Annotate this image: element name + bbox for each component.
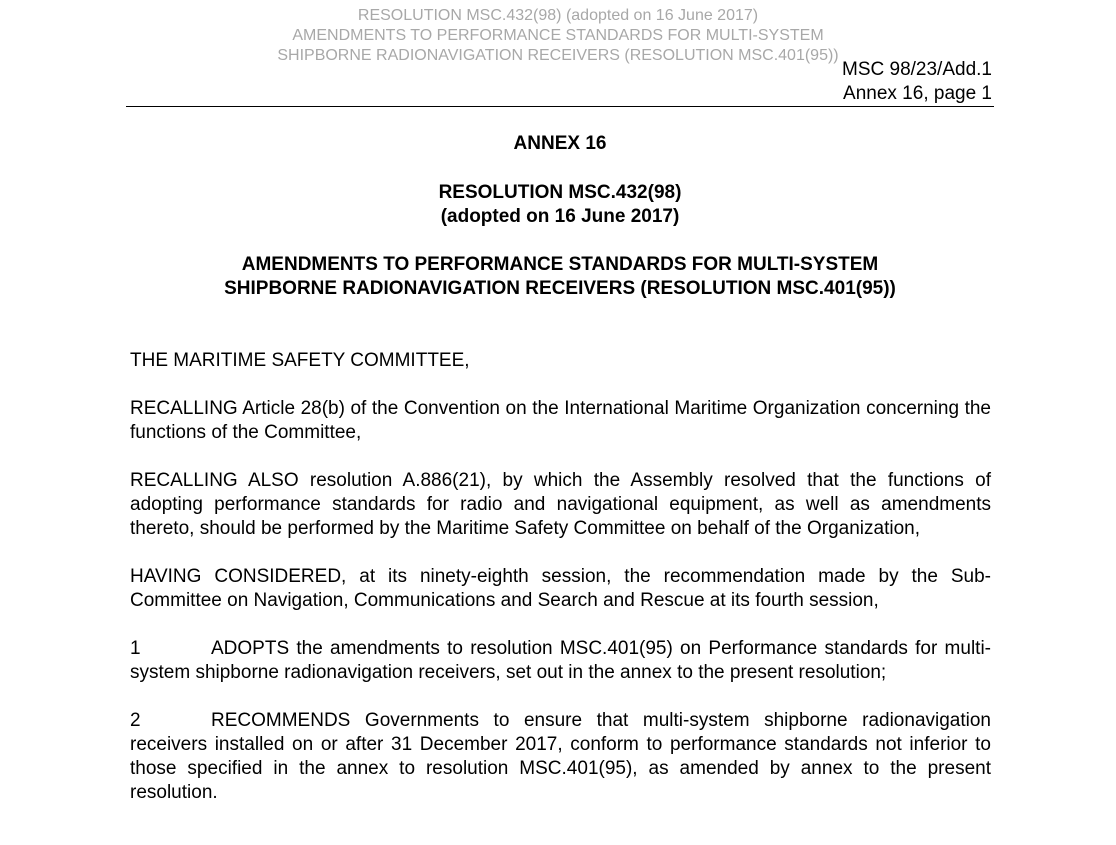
recalling-also-paragraph: RECALLING ALSO resolution A.886(21), by which the Assembly resolved that the functions of adopting performance standards for radio and navigational equipment, as well as amendments thereto, should be performed by the Maritime Safety Committee on behalf of the Organization, — [130, 470, 991, 539]
watermark-line-2: AMENDMENTS TO PERFORMANCE STANDARDS FOR MULTI-SYSTEM — [292, 27, 824, 44]
resolution-number: RESOLUTION MSC.432(98) — [438, 182, 682, 203]
annex-label: ANNEX 16 — [513, 133, 607, 154]
watermark — [0, 6, 1116, 66]
paragraph-text: RECOMMENDS Governments to ensure that multi-system shipborne radionavigation receivers installed on or after 31 December 2017, conform to performance standards not inferior to those specified in the annex to resolution MSC.401(95), as amended by annex to the present resolution. — [130, 710, 991, 803]
committee-line: THE MARITIME SAFETY COMMITTEE, — [130, 350, 470, 371]
recalling-paragraph: RECALLING Article 28(b) of the Convention on the International Maritime Organization concerning the functions of the Committee, — [130, 398, 991, 443]
having-considered-paragraph: HAVING CONSIDERED, at its ninety-eighth session, the recommendation made by the Sub-Committee on Navigation, Communications and Search and Rescue at its fourth session, — [130, 566, 991, 611]
header-divider — [126, 106, 994, 107]
title-line-1: AMENDMENTS TO PERFORMANCE STANDARDS FOR MULTI-SYSTEM — [241, 254, 879, 275]
paragraph-number: 1 — [130, 638, 141, 659]
watermark-line-3: SHIPBORNE RADIONAVIGATION RECEIVERS (RESOLUTION MSC.401(95)) — [277, 47, 839, 64]
title-line-2: SHIPBORNE RADIONAVIGATION RECEIVERS (RESOLUTION MSC.401(95)) — [224, 278, 896, 299]
document-reference: MSC 98/23/Add.1 — [842, 59, 992, 80]
operative-paragraph-1 — [130, 637, 991, 685]
page-reference: Annex 16, page 1 — [843, 83, 992, 104]
paragraph-number: 2 — [130, 710, 141, 731]
watermark-line-1: RESOLUTION MSC.432(98) (adopted on 16 June 2017) — [357, 7, 759, 24]
resolution-body — [130, 349, 991, 829]
page-header — [842, 58, 992, 106]
document-title — [126, 253, 994, 301]
paragraph-text: ADOPTS the amendments to resolution MSC.401(95) on Performance standards for multi-system shipborne radionavigation receivers, set out in the annex to the present resolution; — [130, 638, 991, 683]
operative-paragraph-2 — [130, 709, 991, 805]
resolution-adopted-date: (adopted on 16 June 2017) — [440, 206, 680, 227]
resolution-heading — [126, 181, 994, 229]
